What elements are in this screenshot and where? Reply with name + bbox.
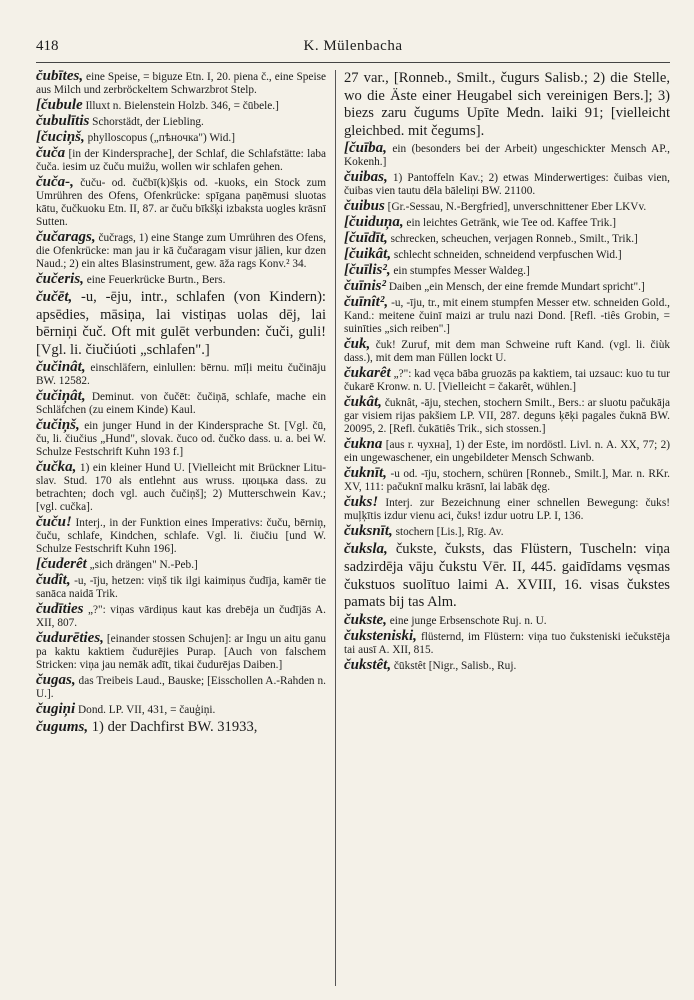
dictionary-entry	[36, 703, 326, 717]
entry-text: 1) Pantoffeln Kav.; 2) etwas Minderwertiges: čuibas vien, čuibas vien tautu dēla bāleliņi BW. 21100.	[344, 172, 670, 198]
entry-headword: [čubule	[36, 97, 83, 113]
dictionary-entry	[344, 296, 670, 336]
entry-headword: čuks!	[344, 494, 379, 511]
entry-headword: čučiņš,	[36, 417, 80, 434]
entry-text: čučrags, 1) eine Stange zum Umrühren des Ofens, die Ofenkrücke: man jau ir kā čučaragam visur jālien, kur dzen Naud.; 2) ein altes Blasinstrument, gew. āža rags Konv.² 34.	[36, 232, 326, 270]
dictionary-entry	[344, 467, 670, 494]
dictionary-entry	[344, 70, 670, 140]
entry-headword: čukste,	[344, 611, 387, 628]
entry-text: Dond. LP. VII, 431, = čauģiņi.	[75, 704, 216, 717]
left-column	[36, 70, 326, 992]
dictionary-entry	[344, 396, 670, 436]
entry-text: [einander stossen Schujen]: ar Ingu un aitu ganu pa kaktu kaktiem čudurējies Purap. [Auch von falschem Stricken: viņa jau nemāk adīt, tikai čudurējas Daiben.]	[36, 633, 326, 672]
entry-headword: čugums,	[36, 719, 89, 736]
entry-text: 1) ein kleiner Hund U. [Vielleicht mit Brückner Litu-slav. Stud. 170 als entlehnt aus wruss. цюцька dass. zu betrachten; doch vgl. auch čučiņš]; 2) Mutterschwein Kav.; [vgl. cučka].	[36, 462, 326, 514]
dictionary-entry	[344, 611, 670, 628]
entry-headword: [čuība,	[344, 140, 387, 157]
dictionary-entry	[344, 216, 670, 230]
entry-text: eine junge Erbsenschote Ruj. n. U.	[386, 614, 547, 627]
entry-headword: čubulītis	[36, 113, 90, 129]
entry-text: stochern [Lis.], Rīg. Av.	[392, 526, 504, 539]
entry-headword: čučka,	[36, 459, 77, 476]
dictionary-entry	[36, 361, 326, 388]
entry-headword: čukarêt	[344, 365, 391, 382]
entry-headword: čudīties	[36, 601, 84, 618]
dictionary-entry	[344, 656, 670, 673]
dictionary-entry	[344, 280, 670, 294]
entry-headword: [čuīdīt,	[344, 230, 388, 247]
entry-text: Deminut. von čučēt: čučiņā, schlafe, mache ein Schläfchen (zu einem Kinde) Kaul.	[36, 391, 326, 417]
entry-headword: čučiņât,	[36, 388, 86, 405]
dictionary-entry	[36, 390, 326, 417]
entry-headword: čučēt,	[36, 289, 73, 305]
entry-text: flüsternd, im Flüstern: viņa tuo čuksteniski iečukstēja tai ausī A. XII, 815.	[344, 630, 670, 656]
dictionary-entry	[36, 719, 326, 737]
entry-text: einschläfern, einlullen: bērnu. mīļi meitu čučināju BW. 12582.	[36, 362, 326, 388]
entry-text: [in der Kindersprache], der Schlaf, die Schlafstätte: laba čuča. iesim uz čuču muižu, wollen wir schlafen gehen.	[36, 148, 326, 173]
entry-headword: čuk,	[344, 336, 371, 353]
entry-headword: čukstêt,	[344, 656, 392, 673]
dictionary-entry	[36, 461, 326, 514]
dictionary-entry	[344, 627, 670, 657]
dictionary-entry	[344, 142, 670, 169]
entry-headword: čuibas,	[344, 169, 388, 186]
column-divider	[335, 70, 336, 986]
entry-headword: čugiņi	[36, 701, 76, 718]
dictionary-entry	[344, 248, 670, 262]
dictionary-entry	[344, 367, 670, 394]
entry-text: 27 var., [Ronneb., Smilt., čugurs Salisb.; 2) die Stelle, wo die Äste einer Heugabel sich vereinigen Bers.]; 3) biezs zaru čugums Upīte Medn. laiki 91; [vielleicht gleichbed. mit čegums].	[344, 70, 670, 139]
entry-text: schlecht schneiden, schneidend verpfuschen Wid.]	[391, 249, 622, 262]
entry-headword: čuksteniski,	[344, 627, 417, 644]
entry-text: -u, -ēju, intr., schlafen (von Kindern): apsēdies, māsiņa, lai vistiņas uolas dēj, lai bērniņi čuč. Oft mit gulēt verbunden: čuči, guli! [Vgl. li. čiučiúoti „schlafen".]	[36, 289, 326, 358]
dictionary-entry	[344, 438, 670, 465]
running-title: K. Mülenbacha	[303, 38, 403, 54]
dictionary-entry	[36, 273, 326, 287]
entry-text: ein (besonders bei der Arbeit) ungeschickter Mensch AP., Kokenh.]	[344, 143, 670, 169]
entry-text: [Gr.-Sessau, N.-Bergfried], unverschnittener Eber LKVv.	[384, 201, 647, 214]
dictionary-entry	[36, 289, 326, 359]
entry-text: čuknât, -āju, stechen, stochern Smilt., Bers.: ar sluotu pačukāja gar visiem rijas pakšiem LP. VII, 287. deguns ķēķi pagales čuknā BW. 20095, 2. [Refl. čukātiês Trik., sich stossen.]	[344, 397, 670, 436]
dictionary-entry	[344, 541, 670, 611]
entry-text: eine Feuerkrücke Burtn., Bers.	[83, 274, 226, 286]
entry-text: „?": viņas vārdiņus kaut kas drebēja un čudījās A. XII, 807.	[36, 604, 326, 630]
entry-text: 1) der Dachfirst BW. 31933,	[88, 719, 258, 736]
entry-text: schrecken, scheuchen, verjagen Ronneb., Smilt., Trik.]	[387, 233, 638, 246]
entry-text: das Treibeis Laud., Bauske; [Eisschollen A.-Rahden n. U.].	[36, 675, 326, 701]
entry-headword: čuīnît²,	[344, 294, 389, 311]
entry-headword: čukât,	[344, 394, 382, 411]
entry-text: eine Speise, = biguze Etn. I, 20. piena č., eine Speise aus Milch und zerbröckeltem Schwarzbrot Stelp.	[36, 71, 326, 96]
entry-headword: [čuikât,	[344, 246, 392, 263]
entry-headword: čučinât,	[36, 359, 86, 376]
entry-headword: čuču!	[36, 514, 72, 531]
dictionary-entry	[36, 99, 326, 113]
entry-text: Interj. zur Bezeichnung einer schnellen Bewegung: čuks! muļķītis izdur vienu aci, čuks! izdur uotru LP. I, 136.	[344, 497, 670, 523]
entry-headword: čudît,	[36, 572, 71, 589]
entry-text: „?": kad vęca bāba gruozās pa kaktiem, tai uzsauc: kuo tu tur čukarē Kronw. n. U. [Vielleicht = čakarêt, wühlen.]	[344, 368, 670, 394]
entry-text: -u, -īju, tr., mit einem stumpfen Messer etw. schneiden Gold., Kand.: meitene čuinī maizi ar trulu nazi Dond. [Refl. -tiês Grobin, = suinīties „sich reiben".]	[344, 297, 670, 336]
entry-headword: [čuderêt	[36, 556, 87, 573]
entry-headword: [čuīlis²,	[344, 262, 391, 279]
dictionary-entry	[344, 232, 670, 246]
dictionary-entry	[36, 231, 326, 271]
entry-text: -u od. -īju, stochern, schüren [Ronneb., Smilt.], Mar. n. RKr. XV, 111: pačuknī malku krāsnī, lai labāk dęg.	[344, 468, 670, 494]
entry-headword: čukna	[344, 436, 383, 453]
entry-headword: čuča-,	[36, 174, 74, 190]
entry-headword: čuknīt,	[344, 465, 387, 482]
entry-text: čuk! Zuruf, mit dem man Schweine ruft Kand. (vgl. li. čiùk dass.), mit dem man Füllen lockt U.	[344, 339, 670, 365]
dictionary-entry	[36, 558, 326, 572]
entry-text: čūkstêt [Nigr., Salisb., Ruj.	[391, 659, 517, 672]
right-column	[344, 70, 670, 992]
dictionary-entry	[344, 525, 670, 539]
entry-headword: čučarags,	[36, 229, 96, 245]
dictionary-entry	[344, 496, 670, 523]
entry-text: Daiben „ein Mensch, der eine fremde Mundart spricht".]	[386, 281, 645, 294]
entry-headword: čugas,	[36, 672, 76, 689]
dictionary-entry	[344, 171, 670, 198]
entry-text: Illuxt n. Bielenstein Holzb. 346, = čūbele.]	[82, 100, 279, 112]
entry-headword: čudurēties,	[36, 630, 104, 647]
dictionary-entry	[344, 200, 670, 214]
dictionary-entry	[36, 574, 326, 601]
dictionary-entry	[36, 131, 326, 145]
entry-text: phylloscopus („пѣночка") Wid.]	[84, 132, 235, 144]
dictionary-entry	[36, 516, 326, 556]
entry-text: ein stumpfes Messer Waldeg.]	[390, 265, 530, 278]
dictionary-entry	[36, 674, 326, 701]
entry-text: čuču- od. čučbī(k)šķis od. -kuoks, ein Stock zum Umrühren des Ofens, Ofenkrücke: spīgana paņēmusi sluotas kātu, čučkuoku Etn. II, 87. ar čuču bīkšķi izbaksta uogles krāsnī Sutten.	[36, 177, 326, 228]
dictionary-entry	[36, 147, 326, 174]
entry-headword: čuksla,	[344, 541, 388, 558]
header-rule	[36, 62, 670, 63]
entry-text: ein leichtes Getränk, wie Tee od. Kaffee Trik.]	[403, 217, 617, 230]
dictionary-entry	[36, 115, 326, 129]
dictionary-entry	[36, 603, 326, 630]
entry-headword: čuīnis²	[344, 278, 387, 295]
entry-headword: [čuiduņa,	[344, 214, 404, 231]
entry-text: Schorstädt, der Liebling.	[89, 116, 204, 128]
dictionary-entry	[344, 338, 670, 365]
dictionary-entry	[36, 176, 326, 229]
entry-headword: čuibus	[344, 198, 385, 215]
dictionary-entry	[344, 264, 670, 278]
entry-headword: čuča	[36, 145, 66, 161]
page-number: 418	[36, 38, 59, 54]
entry-text: [aus r. чухна], 1) der Este, im nordöstl. Livl. n. A. XX, 77; 2) ein ungewaschener, ein ungebildeter Mensch Schwanb.	[344, 439, 670, 465]
entry-text: -u, -īju, hetzen: viņš tik ilgi kaimiņus čudīja, kamēr tie sanāca naidā Trik.	[36, 575, 326, 601]
entry-text: ein junger Hund in der Kindersprache St. [Vgl. čū, ču, li. čiučius „Hund", slovak. čuco od. čučko dass. u. a. bei W. Schulze Festschrift Kuhn 193 f.]	[36, 420, 326, 459]
page-header	[36, 38, 670, 58]
dictionary-entry	[36, 70, 326, 97]
entry-headword: čučeris,	[36, 271, 84, 287]
entry-text: Interj., in der Funktion eines Imperativs: čuču, bērniņ, čuču, schlafe, Kindchen, schlafe. Vgl. li. čiučiu [und W. Schulze Festschrift Kuhn 196].	[36, 517, 326, 556]
dictionary-entry	[36, 632, 326, 672]
entry-headword: čubītes,	[36, 70, 84, 84]
entry-text: „sich drängen" N.-Peb.]	[86, 559, 198, 572]
entry-headword: čuksnīt,	[344, 523, 393, 540]
entry-headword: [čuciņš,	[36, 129, 85, 145]
dictionary-entry	[36, 419, 326, 459]
entry-text: čukste, čuksts, das Flüstern, Tuscheln: viņa sadzirdēja vāju čukstu Vēr. II, 445. gaidīdams vęsmas čukstuos suolītuo laimi A. XVIII, 16. visas čukstes pamats bij tas Alm.	[344, 541, 670, 611]
